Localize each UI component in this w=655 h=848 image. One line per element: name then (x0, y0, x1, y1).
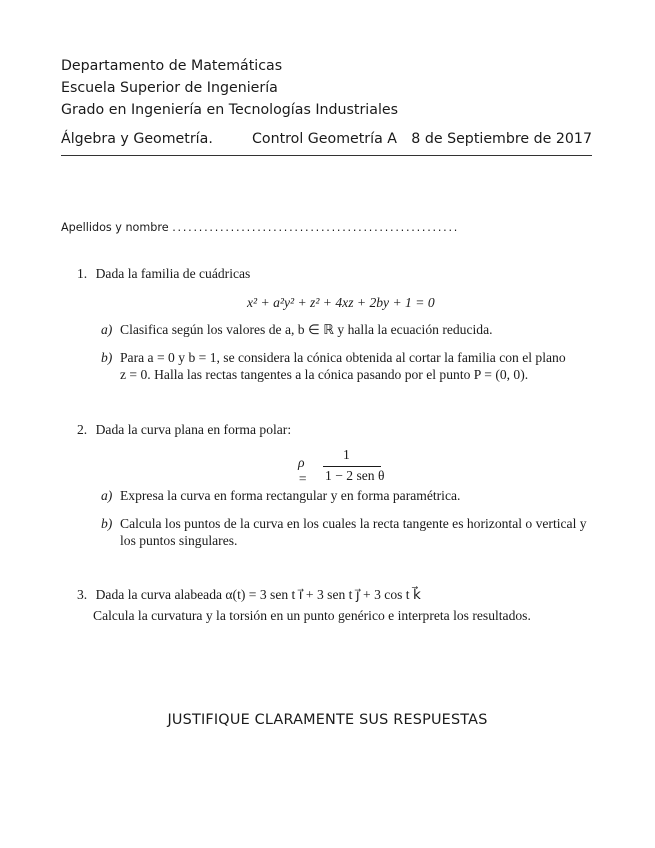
name-label: Apellidos y nombre (61, 221, 169, 234)
part-text-line-2: z = 0. Halla las rectas tangentes a la cónica pasando por el punto P = (0, 0). (120, 367, 529, 382)
question-number: 2. (77, 422, 88, 437)
part-text-line-1: Para a = 0 y b = 1, se considera la cónica obtenida al cortar la familia con el plano (120, 350, 566, 365)
fraction-bar (323, 466, 381, 467)
equation-lhs: ρ = (298, 455, 308, 486)
question-statement: Dada la curva plana en forma polar: (95, 422, 292, 437)
part-text-line-1: Calcula los puntos de la curva en los cuales la recta tangente es horizontal o vertical y (120, 516, 587, 531)
exam-title: Control Geometría A (252, 131, 397, 147)
course-name: Álgebra y Geometría. (61, 131, 213, 147)
degree-name: Grado en Ingeniería en Tecnologías Industriales (61, 102, 399, 118)
equation-text: x² + a²y² + z² + 4xz + 2by + 1 = 0 (247, 295, 435, 310)
question-statement: Dada la curva alabeada α(t) = 3 sen t i⃗ + 3 sen t j⃗ + 3 cos t k⃗ (95, 587, 421, 602)
part-text-line-2: los puntos singulares. (120, 533, 238, 548)
name-dots: . . . . . . . . . . . . . . . . . . . . . . . . . . . . . . . . . . . . . . . . . . . . . . . . . . . . . . (172, 221, 457, 234)
question-2-part-b (101, 516, 587, 548)
header-rule (61, 155, 592, 156)
question-statement: Dada la familia de cuádricas (95, 266, 251, 281)
question-1-part-b (101, 350, 566, 382)
part-text: Expresa la curva en forma rectangular y en forma paramétrica. (120, 488, 461, 503)
student-name-field (61, 221, 456, 234)
course-row (61, 131, 592, 151)
part-label: b) (101, 516, 113, 531)
question-2-part-a (101, 488, 461, 504)
question-1-equation (247, 295, 435, 311)
question-3 (77, 587, 421, 603)
question-number: 3. (77, 587, 88, 602)
question-1-part-a (101, 322, 493, 338)
part-label: a) (101, 488, 113, 503)
fraction-denominator: 1 − 2 sen θ (325, 468, 385, 483)
question-1 (77, 266, 250, 282)
question-2 (77, 422, 291, 438)
part-label: a) (101, 322, 113, 337)
question-3-detail: Calcula la curvatura y la torsión en un punto genérico e interpreta los resultados. (93, 608, 531, 623)
footer-instruction: JUSTIFIQUE CLARAMENTE SUS RESPUESTAS (167, 712, 488, 728)
school-name: Escuela Superior de Ingeniería (61, 80, 278, 96)
part-text: Clasifica según los valores de a, b ∈ ℝ y halla la ecuación reducida. (120, 322, 493, 337)
question-number: 1. (77, 266, 88, 281)
fraction-numerator: 1 (343, 447, 350, 462)
part-label: b) (101, 350, 113, 365)
department-name: Departamento de Matemáticas (61, 58, 283, 74)
exam-date: 8 de Septiembre de 2017 (411, 131, 592, 147)
